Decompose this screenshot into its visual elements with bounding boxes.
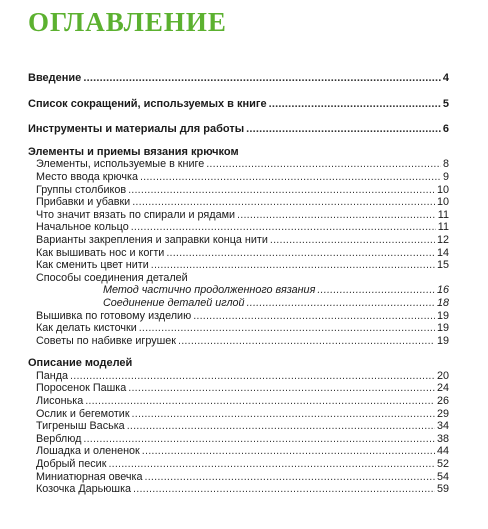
toc-subheading-label: Способы соединения деталей [36,271,188,284]
toc-entry-label: Место ввода крючка [36,170,138,183]
toc-page-number: 4 [442,72,449,84]
toc-entry-label: Варианты закрепления и заправки конца нити [36,233,268,246]
toc-entry[interactable] [28,171,449,184]
toc-page-number: 54 [436,470,449,483]
toc-entry[interactable] [28,259,449,272]
toc-entry[interactable] [28,158,449,171]
toc-entry[interactable] [28,370,449,383]
toc-entry-label: Ослик и бегемотик [36,407,130,420]
toc-entry-label: Миниатюрная овечка [36,470,143,483]
toc-entry[interactable] [28,322,449,335]
toc-page-number: 10 [436,196,449,209]
leader-dots [139,322,435,335]
toc-entry-tools[interactable] [28,123,449,136]
toc-entry-label: Как вышивать нос и когти [36,246,165,259]
toc-entry[interactable] [28,395,449,408]
leader-dots [83,433,435,446]
section-heading: Описание моделей [28,357,133,370]
toc-entry[interactable] [28,209,449,222]
toc-page-number: 5 [442,97,449,110]
toc-entry[interactable] [28,483,449,496]
toc-page-number: 29 [436,407,449,420]
toc-subheading [28,272,449,285]
leader-dots [128,382,435,395]
toc-page-number: 18 [436,296,449,309]
toc-entry-introduction[interactable] [28,72,449,85]
leader-dots [133,483,435,496]
toc-page-number: 44 [436,445,449,458]
toc-entry[interactable] [28,382,449,395]
leader-dots [237,209,436,222]
toc-entry-label: Соединение деталей иглой [103,296,245,309]
toc-entry-label: Метод частично продолженного вязания [103,284,316,297]
leader-dots [247,297,435,310]
toc-page-number: 14 [436,246,449,259]
toc-entry-label: Группы столбиков [36,183,127,196]
toc-entry-label: Элементы, используемые в книге [36,158,205,171]
leader-dots [70,370,435,383]
toc-entry-abbreviations[interactable] [28,98,449,111]
toc-entry-label: Лошадка и олененок [36,445,140,458]
toc-entry-label: Тигреныш Васька [36,420,125,433]
toc-page-number: 9 [442,170,449,183]
toc-entry[interactable] [28,184,449,197]
toc-entry-label: Как делать кисточки [36,322,137,335]
leader-dots [128,184,435,197]
leader-dots [83,72,441,85]
leader-dots [206,158,441,171]
toc-entry-label: Прибавки и убавки [36,196,131,209]
toc-entry-label: Начальное кольцо [36,221,129,234]
section-heading: Элементы и приемы вязания крючком [28,145,239,158]
toc-entry[interactable] [28,221,449,234]
toc-entry[interactable] [28,420,449,433]
toc-page-number: 26 [436,395,449,408]
table-of-contents [28,72,449,496]
leader-dots [151,259,435,272]
toc-page-number: 19 [436,322,449,335]
toc-page-number: 24 [436,382,449,395]
toc-entry[interactable] [28,471,449,484]
leader-dots [140,171,441,184]
leader-dots [317,284,435,297]
toc-entry-label: Что значит вязать по спирали и рядами [36,208,236,221]
leader-dots [108,458,435,471]
toc-page-number: 12 [436,233,449,246]
leader-dots [85,395,435,408]
toc-page-number: 6 [442,123,449,136]
toc-entry-label: Как сменить цвет нити [36,259,149,272]
toc-entry[interactable] [28,335,449,348]
toc-entry-label: Панда [36,369,69,382]
toc-page-number: 20 [436,369,449,382]
toc-sub-entry[interactable] [28,297,449,310]
toc-entry-label: Верблюд [36,432,82,445]
leader-dots [131,221,436,234]
leader-dots [270,234,435,247]
toc-entry-label: Козочка Дарьюшка [36,483,132,496]
toc-entry[interactable] [28,458,449,471]
toc-entry[interactable] [28,196,449,209]
page-title: ОГЛАВЛЕНИЕ [28,7,227,37]
leader-dots [132,408,435,421]
toc-entry-label: Вышивка по готовому изделию [36,309,192,322]
toc-entry[interactable] [28,234,449,247]
toc-entry[interactable] [28,408,449,421]
leader-dots [166,247,435,260]
leader-dots [132,196,435,209]
leader-dots [142,445,435,458]
toc-page-number: 10 [436,183,449,196]
toc-entry-label: Советы по набивке игрушек [36,334,177,347]
leader-dots [127,420,435,433]
toc-page-number: 52 [436,458,449,471]
leader-dots [246,123,441,136]
toc-page-number: 34 [436,420,449,433]
toc-entry-label: Инструменты и материалы для работы [28,123,245,136]
toc-entry[interactable] [28,247,449,260]
toc-page-number: 19 [436,334,449,347]
toc-entry[interactable] [28,310,449,323]
toc-page-number: 19 [436,309,449,322]
toc-sub-entry[interactable] [28,284,449,297]
toc-page-number: 8 [442,158,449,171]
toc-page-number: 38 [436,432,449,445]
toc-entry-label: Добрый песик [36,458,107,471]
toc-entry-label: Введение [28,72,82,84]
leader-dots [269,98,441,111]
toc-page-number: 11 [437,221,449,234]
toc-page-number: 16 [436,284,449,297]
leader-dots [193,310,435,323]
toc-entry-label: Лисонька [36,395,84,408]
toc-entry-label: Список сокращений, используемых в книге [28,97,267,110]
toc-page-number: 11 [437,208,449,221]
leader-dots [145,471,435,484]
toc-page-number: 59 [436,483,449,496]
toc-entry[interactable] [28,433,449,446]
toc-entry[interactable] [28,445,449,458]
toc-entry-label: Поросенок Пашка [36,382,127,395]
toc-page-number: 15 [436,259,449,272]
leader-dots [178,335,435,348]
